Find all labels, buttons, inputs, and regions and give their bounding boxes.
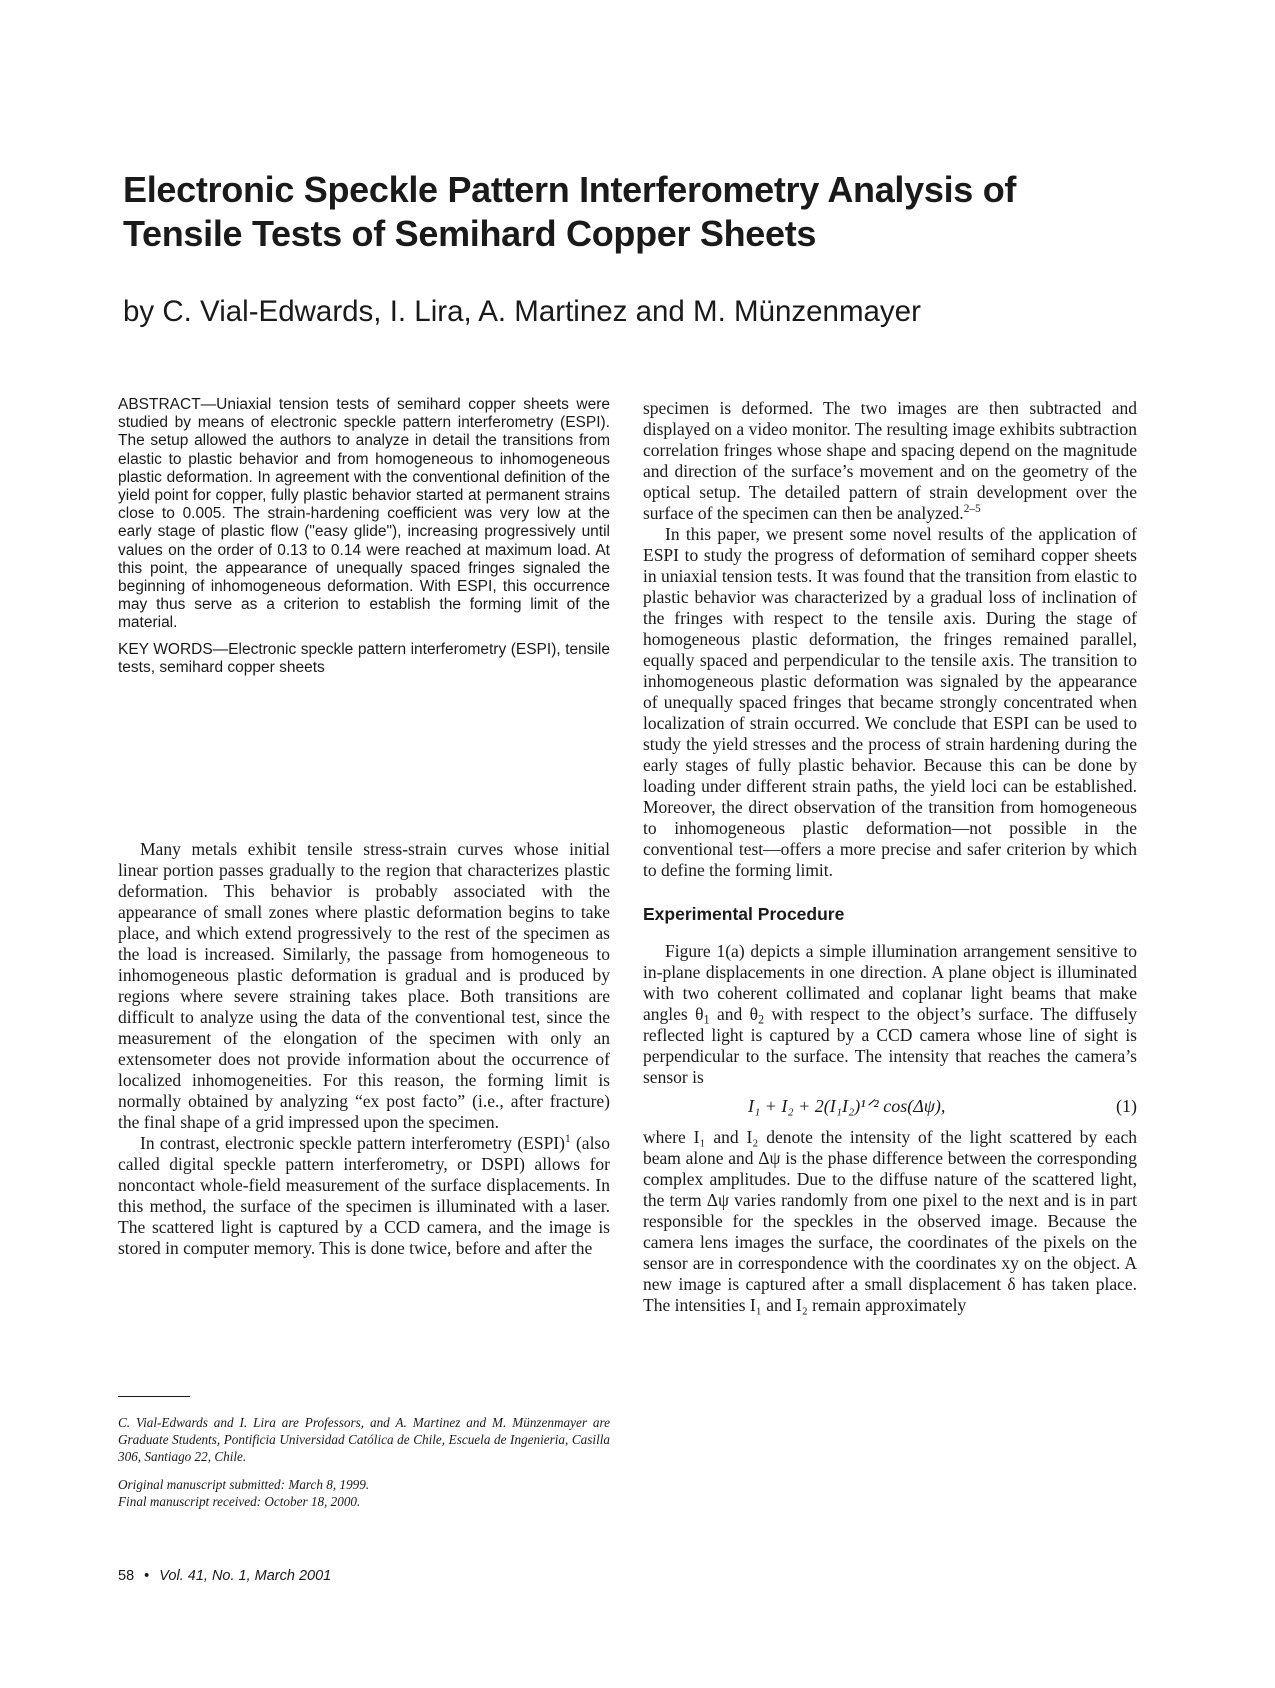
journal-issue: Vol. 41, No. 1, March 2001 bbox=[159, 1568, 332, 1584]
subscript: 2 bbox=[758, 1012, 765, 1027]
intro-paragraph-2-text-a: In contrast, electronic speckle pattern interferometry (ESPI) bbox=[140, 1133, 565, 1153]
manuscript-dates-footnote bbox=[118, 1476, 610, 1510]
experimental-paragraph-1-text-b: and θ bbox=[709, 1004, 759, 1024]
right-paragraph-2: In this paper, we present some novel results of the application of ESPI to study the progress of deformation of semihard copper sheets in uniaxial tension tests. It was found that the transition from elastic to plastic behavior was characterized by a gradual loss of inclination of the fringes with respect to the tensile axis. During the stage of homogeneous plastic deformation, the fringes remained parallel, equally spaced and perpendicular to the tensile axis. The transition to inhomogeneous plastic deformation was signaled by the appearance of unequally spaced fringes that became strongly concentrated when localization of strain occurred. We conclude that ESPI can be used to study the yield stresses and the process of strain hardening during the early stages of fully plastic behavior. Because this can be done by loading under different strain paths, the yield loci can be established. Moreover, the direct observation of the transition from homogeneous to inhomogeneous plastic deformation—not possible in the conventional test—offers a more precise and safer criterion by which to define the forming limit. bbox=[643, 524, 1137, 880]
subscript: 1 bbox=[703, 1012, 710, 1027]
author-byline: by C. Vial-Edwards, I. Lira, A. Martinez and M. Münzenmayer bbox=[123, 295, 921, 328]
author-affiliation-footnote: C. Vial-Edwards and I. Lira are Professors, and A. Martinez and M. Münzenmayer are Graduate Students, Pontificia Universidad Católica de Chile, Escuela de Ingenieria, Casilla 306, Santiago 22, Chile. bbox=[118, 1415, 610, 1464]
paper-title-line-2: Tensile Tests of Semihard Copper Sheets bbox=[123, 213, 817, 254]
abstract-block bbox=[118, 396, 610, 685]
equation-1 bbox=[643, 1096, 1137, 1117]
left-column-body bbox=[118, 839, 610, 1259]
keywords-text: KEY WORDS—Electronic speckle pattern interferometry (ESPI), tensile tests, semihard copper sheets bbox=[118, 640, 610, 676]
experimental-paragraph-1-text-c: with respect to the object’s surface. The diffusely reflected light is captured by a CCD camera whose line of sight is perpendicular to the surface. The intensity that reaches the camera’s sensor is bbox=[643, 1004, 1137, 1087]
received-date: Final manuscript received: October 18, 2000. bbox=[118, 1494, 361, 1509]
section-heading: Experimental Procedure bbox=[643, 904, 845, 924]
intro-paragraph-1: Many metals exhibit tensile stress-strain curves whose initial linear portion passes gradually to the region that characterizes plastic deformation. This behavior is probably associated with the appearance of small zones where plastic deformation begins to take place, and which extend progressively to the rest of the specimen as the load is increased. Similarly, the passage from homogeneous to inhomogeneous plastic deformation is gradual and is produced by regions where severe straining takes place. Both transitions are difficult to analyze using the data of the conventional test, since the measurement of the elongation of the specimen with only an extensometer does not provide information about the occurrence of localized inhomogeneities. For this reason, the forming limit is normally obtained by analyzing “ex post facto” (i.e., after fracture) the final shape of a grid impressed upon the specimen. bbox=[118, 839, 610, 1132]
right-paragraph-1-text: specimen is deformed. The two images are then subtracted and displayed on a video monitor. The resulting image exhibits subtraction correlation fringes whose shape and spacing depend on the magnitude and direction of the surface’s movement and on the geometry of the optical setup. The detailed pattern of strain development over the surface of the specimen can then be analyzed. bbox=[643, 398, 1137, 523]
page-footer bbox=[118, 1568, 331, 1584]
equation-number: (1) bbox=[1116, 1096, 1137, 1116]
abstract-text: ABSTRACT—Uniaxial tension tests of semihard copper sheets were studied by means of electronic speckle pattern interferometry (ESPI). The setup allowed the authors to analyze in detail the transitions from elastic to plastic behavior and from homogeneous to inhomogeneous plastic deformation. In agreement with the conventional definition of the yield point for copper, fully plastic behavior started at permanent strains close to 0.005. The strain-hardening coefficient was very low at the early stage of plastic flow ("easy glide"), increasing progressively until values on the order of 0.13 to 0.14 were reached at maximum load. At this point, the appearance of unequally spaced fringes signaled the beginning of inhomogeneous deformation. With ESPI, this occurrence may thus serve as a criterion to establish the forming limit of the material. bbox=[118, 396, 610, 632]
submitted-date: Original manuscript submitted: March 8, 1999. bbox=[118, 1477, 370, 1492]
intro-paragraph-2 bbox=[118, 1133, 610, 1259]
paper-title-line-1: Electronic Speckle Pattern Interferometry Analysis of bbox=[123, 169, 1017, 210]
citation-ref: 1 bbox=[564, 1133, 571, 1146]
experimental-paragraph-2: where I₁ and I₂ denote the intensity of the light scattered by each beam alone and Δψ is the phase difference between the corresponding complex amplitudes. Due to the diffuse nature of the scattered light, the term Δψ varies randomly from one pixel to the next and is in part responsible for the speckles in the observed image. Because the camera lens images the surface, the coordinates of the pixels on the sensor are in correspondence with the coordinates xy on the object. A new image is captured after a small displacement δ has taken place. The intensities I₁ and I₂ remain approximately bbox=[643, 1127, 1137, 1315]
intro-paragraph-2-text-b: (also called digital speckle pattern interferometry, or DSPI) allows for noncontact whole-field measurement of the surface displacements. In this method, the surface of the specimen is illuminated with a laser. The scattered light is captured by a CCD camera, and the image is stored in computer memory. This is done twice, before and after the bbox=[118, 1133, 610, 1258]
footnote-divider bbox=[118, 1396, 190, 1397]
experimental-paragraph-1-text-a: Figure 1(a) depicts a simple illumination arrangement sensitive to in-plane displacements in one direction. A plane object is illuminated with two coherent collimated and coplanar light beams that make angles θ bbox=[643, 941, 1137, 1024]
paper-title bbox=[123, 168, 1163, 256]
citation-ref: 2–5 bbox=[963, 503, 981, 516]
equation-expression: I₁ + I₂ + 2(I₁I₂)¹ᐟ² cos(Δψ), bbox=[748, 1096, 946, 1116]
right-paragraph-1 bbox=[643, 398, 1137, 524]
right-column-body bbox=[643, 398, 1137, 1316]
page-number: 58 bbox=[118, 1568, 135, 1584]
bullet-separator: • bbox=[144, 1568, 150, 1584]
experimental-paragraph-1 bbox=[643, 941, 1137, 1088]
